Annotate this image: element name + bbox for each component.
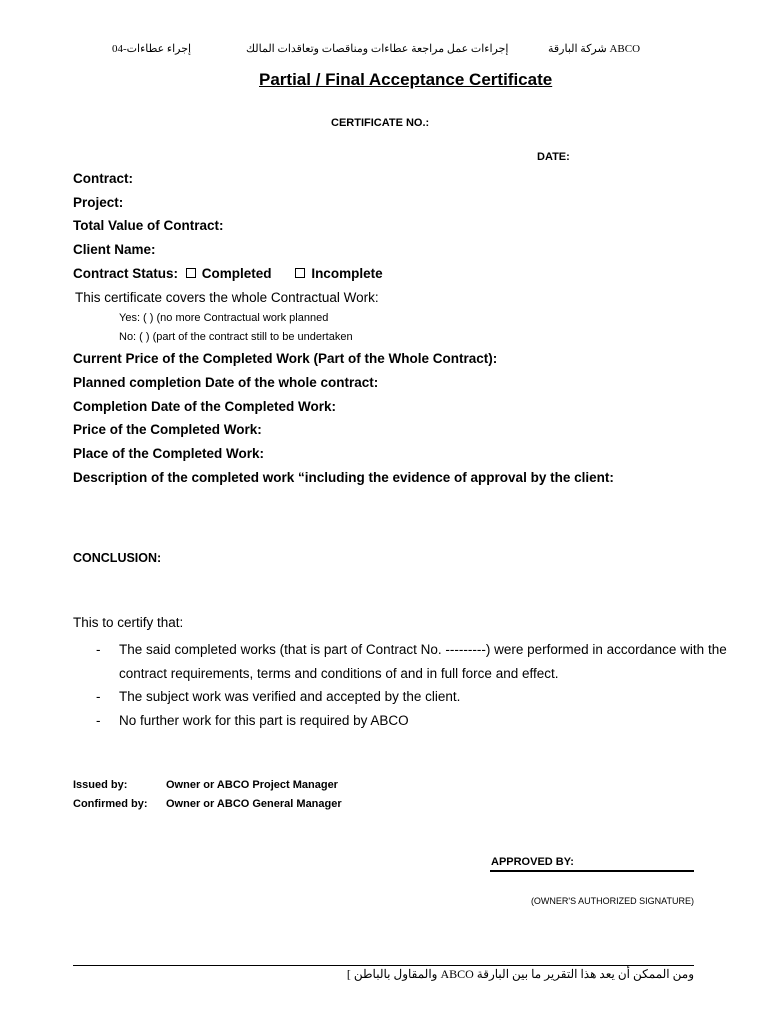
incomplete-option[interactable]: [295, 266, 382, 281]
page-title: Partial / Final Acceptance Certificate: [259, 70, 553, 89]
certify-intro: This to certify that:: [73, 615, 184, 630]
list-item: [73, 638, 735, 685]
header-doc-code: إجراء عطاءات-04: [112, 43, 192, 55]
signature-note: (OWNER'S AUTHORIZED SIGNATURE): [530, 896, 694, 906]
signature-line: [490, 870, 694, 872]
coverage-no: No: ( ) (part of the contract still to be undertaken: [119, 331, 353, 343]
price-label: Price of the Completed Work:: [73, 422, 262, 437]
contract-label: Contract:: [73, 171, 133, 186]
completed-option[interactable]: [186, 266, 272, 281]
completed-label: Completed: [201, 266, 272, 281]
coverage-yes: Yes: ( ) (no more Contractual work planned: [119, 312, 329, 324]
list-dash: -: [96, 642, 101, 657]
incomplete-label: Incomplete: [311, 266, 383, 281]
completed-checkbox[interactable]: [186, 268, 196, 278]
coverage-text: This certificate covers the whole Contractual Work:: [75, 290, 379, 305]
certify-section: [73, 614, 735, 732]
list-item: [73, 685, 735, 709]
place-label: Place of the Completed Work:: [73, 446, 265, 461]
footer-note: ومن الممكن أن يعد هذا التقرير ما بين البارقة ABCO والمقاول بالباطن ]: [346, 967, 694, 981]
issued-by-value: Owner or ABCO Project Manager: [166, 779, 338, 791]
confirmed-by-value: Owner or ABCO General Manager: [166, 798, 342, 810]
list-item-text: The subject work was verified and accepted by the client.: [119, 689, 461, 704]
contract-status-label: Contract Status:: [73, 266, 179, 281]
description-label: Description of the completed work “including the evidence of approval by the client:: [73, 470, 614, 485]
confirmed-by-label: Confirmed by:: [73, 798, 148, 810]
completion-date-label: Completion Date of the Completed Work:: [73, 399, 337, 414]
issued-by-label: Issued by:: [73, 779, 128, 791]
incomplete-checkbox[interactable]: [295, 268, 305, 278]
certify-list: [73, 638, 735, 732]
current-price-label: Current Price of the Completed Work (Part of the Whole Contract):: [73, 351, 498, 366]
project-label: Project:: [73, 195, 124, 210]
conclusion-label: CONCLUSION:: [73, 551, 162, 565]
date-label: DATE:: [537, 151, 570, 163]
list-item: [73, 709, 735, 733]
list-dash: -: [96, 712, 101, 728]
planned-completion-label: Planned completion Date of the whole contract:: [73, 375, 379, 390]
total-value-label: Total Value of Contract:: [73, 218, 224, 233]
client-name-label: Client Name:: [73, 242, 156, 257]
footer-divider: [73, 965, 694, 966]
list-item-text: The said completed works (that is part of Contract No. ---------) were performed in accordance with the contract requirements, terms and conditions of and in full force and effect.: [119, 642, 727, 681]
header-procedure: إجراءات عمل مراجعة عطاءات ومناقصات وتعاقدات المالك: [246, 43, 509, 55]
list-dash: -: [96, 689, 101, 704]
header-company: ABCO شركة البارقة: [548, 43, 641, 55]
list-item-text: No further work for this part is required by ABCO: [119, 712, 409, 728]
contract-status: [73, 266, 383, 281]
approved-by-label: APPROVED BY:: [491, 856, 574, 868]
certificate-no-label: CERTIFICATE NO.:: [331, 117, 430, 129]
